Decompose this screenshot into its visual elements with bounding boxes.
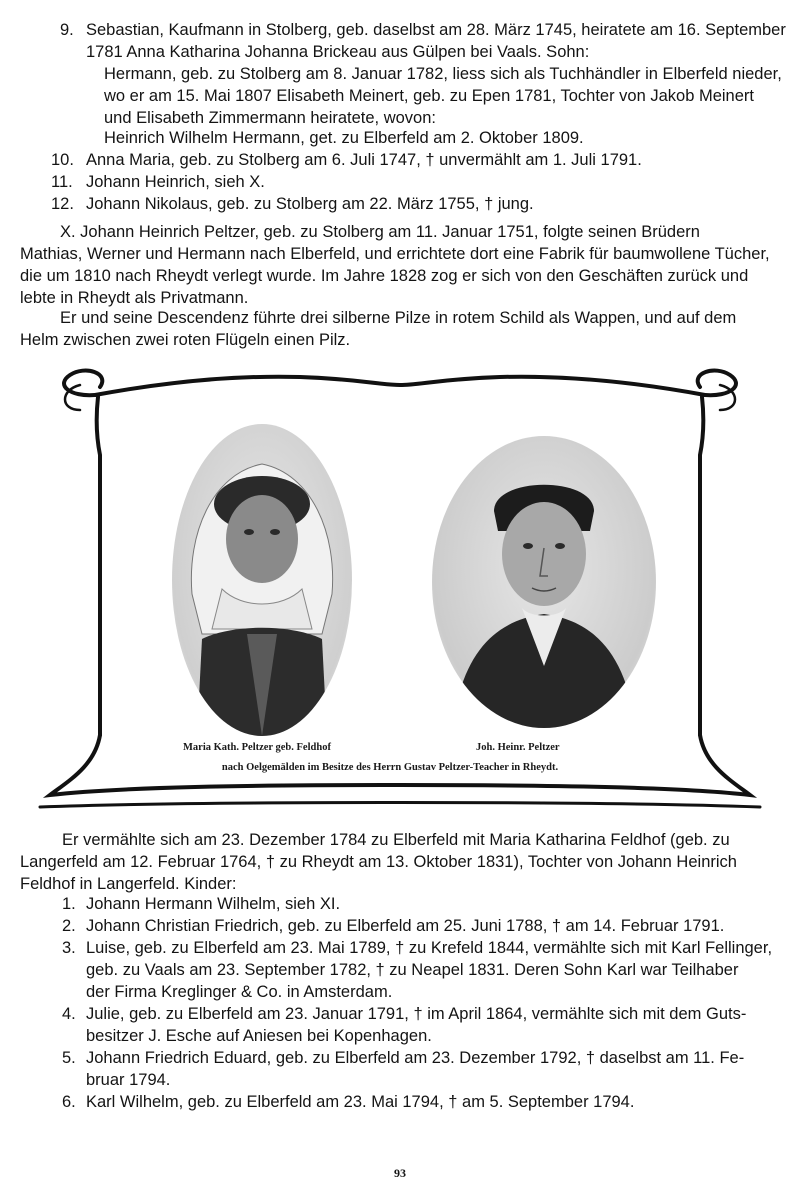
- entry-text: Sebastian, Kaufmann in Stolberg, geb. daselbst am 28. März 1745, heiratete am 16. September: [86, 21, 786, 39]
- ornamental-frame: [0, 355, 800, 810]
- entry-number: 9.: [60, 21, 74, 39]
- portrait-maria-feldhof: [172, 424, 352, 736]
- caption-source: nach Oelgemälden im Besitze des Herrn Gustav Peltzer-Teacher in Rheydt.: [221, 762, 559, 773]
- portrait-johann-peltzer: [432, 436, 656, 728]
- caption-right: Joh. Heinr. Peltzer: [476, 742, 560, 753]
- page-number: 93: [394, 1166, 406, 1180]
- caption-left: Maria Kath. Peltzer geb. Feldhof: [183, 742, 331, 753]
